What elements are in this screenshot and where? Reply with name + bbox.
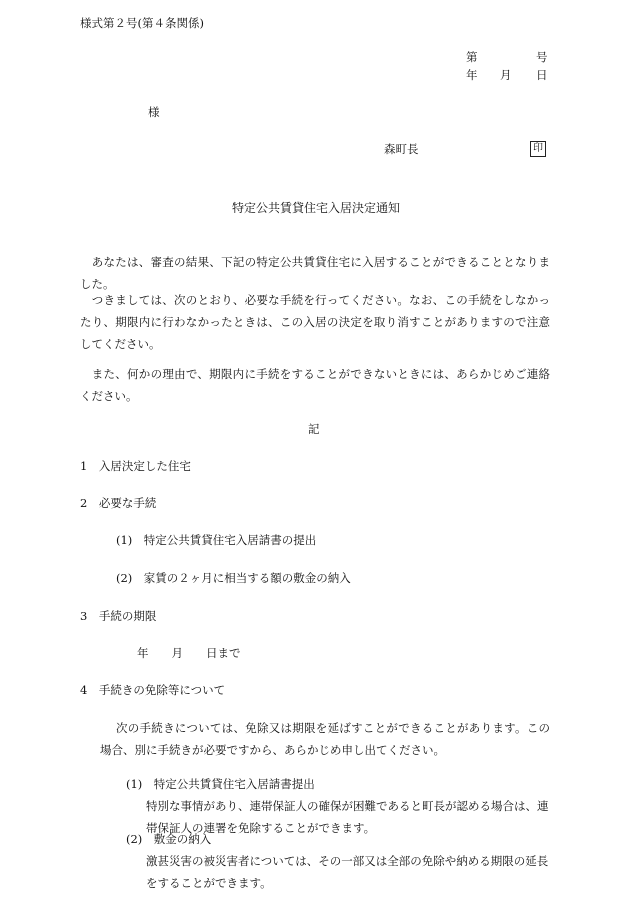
item-3: 3 手続の期限	[80, 609, 157, 623]
date-day: 日	[536, 68, 548, 82]
item-2-1: (1) 特定公共賃貸住宅入居請書の提出	[116, 533, 317, 547]
number-go: 号	[536, 50, 548, 64]
item-2-2: (2) 家賃の２ヶ月に相当する額の敷金の納入	[116, 571, 351, 585]
note-2	[126, 828, 550, 894]
deadline: 年 月 日まで	[137, 646, 241, 660]
issuer: 森町長	[384, 142, 419, 156]
date-year: 年	[466, 68, 478, 82]
number-dai: 第	[466, 50, 478, 64]
note-1-text: 特別な事情があり、連帯保証人の確保が困難であると町長が認める場合は、連帯保証人の連署を免除することができます。	[146, 799, 549, 835]
body-paragraph-1: あなたは、審査の結果、下記の特定公共賃貸住宅に入居することができることとなりました。	[80, 255, 550, 291]
addressee-suffix: 様	[148, 105, 160, 119]
note-2-text: 激甚災害の被災害者については、その一部又は全部の免除や納める期限の延長をすることができます。	[146, 854, 549, 890]
item-2: 2 必要な手続	[80, 496, 157, 510]
note-1-heading: (1) 特定公共賃貸住宅入居請書提出	[126, 777, 315, 791]
seal-mark: 印	[530, 141, 546, 157]
item-4: 4 手続きの免除等について	[80, 683, 226, 697]
date-month: 月	[500, 68, 512, 82]
form-label: 様式第２号(第４条関係)	[80, 16, 204, 30]
item-4-text: 次の手続きについては、免除又は期限を延ばすことができることがあります。この場合、別に手続きが必要ですから、あらかじめ申し出てください。	[100, 721, 550, 757]
body-paragraph-2: つきましては、次のとおり、必要な手続を行ってください。なお、この手続をしなかったり、期限内に行わなかったときは、この入居の決定を取り消すことがありますので注意してください。	[80, 293, 550, 351]
document-title: 特定公共賃貸住宅入居決定通知	[232, 201, 401, 215]
item-1: 1 入居決定した住宅	[80, 459, 191, 473]
ki-heading: 記	[308, 422, 320, 436]
body-paragraph-3: また、何かの理由で、期限内に手続をすることができないときには、あらかじめご連絡ください。	[80, 367, 550, 403]
note-2-heading: (2) 敷金の納入	[126, 832, 212, 846]
